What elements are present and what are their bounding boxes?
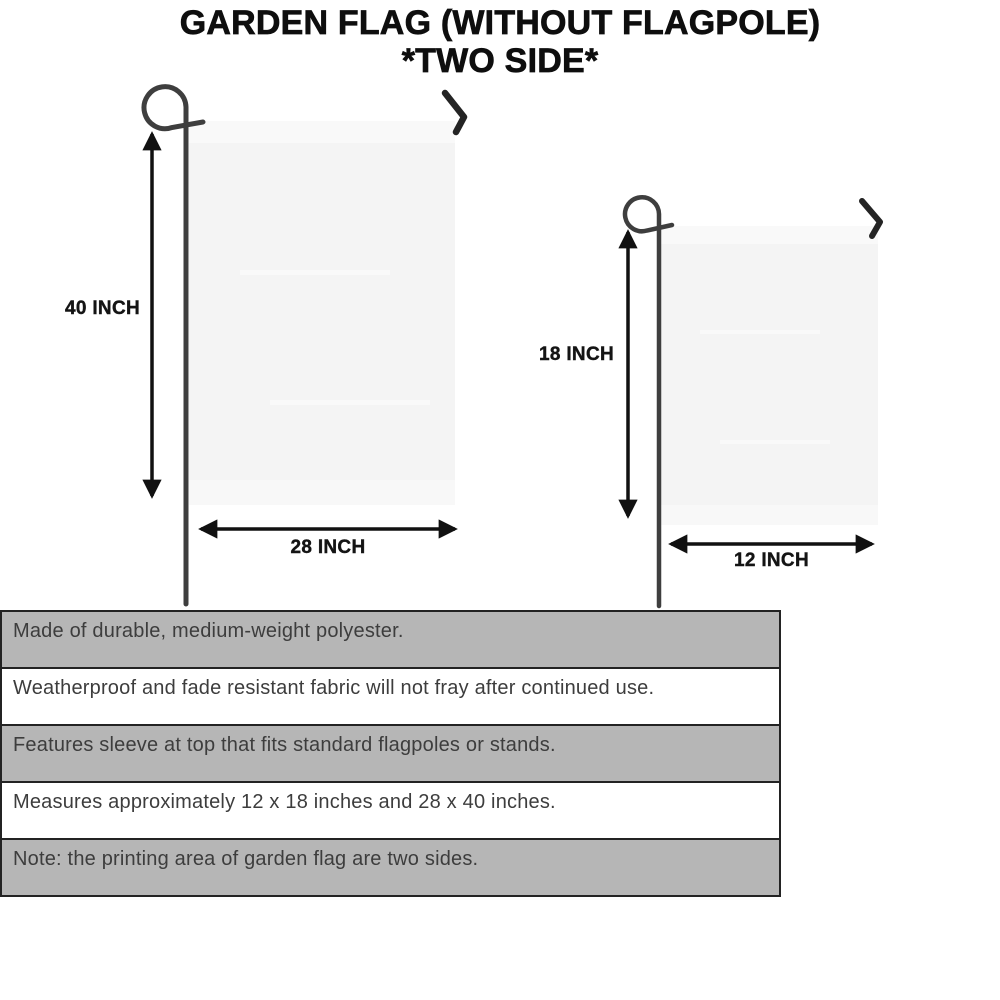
page-title: GARDEN FLAG (WITHOUT FLAGPOLE) [179,4,821,42]
feature-row-note: Note: the printing area of garden flag are two sides. [0,838,781,897]
small-flag-sleeve [661,226,878,244]
fabric-crease [240,270,390,275]
small-flag-hem [661,505,878,525]
small-flag [625,197,880,606]
feature-list [0,610,781,897]
large-flag-panel [189,121,455,505]
small-flag-panel [661,226,878,525]
large-flag [144,87,464,604]
feature-row-weatherproof: Weatherproof and fade resistant fabric will not fray after continued use. [0,667,781,726]
feature-row-sleeve: Features sleeve at top that fits standard flagpoles or stands. [0,724,781,783]
fabric-crease [700,330,820,334]
feature-row-measures: Measures approximately 12 x 18 inches and 28 x 40 inches. [0,781,781,840]
fabric-crease [720,440,830,444]
feature-row-material: Made of durable, medium-weight polyester. [0,610,781,669]
height-label-small: 18 INCH [539,344,614,365]
fabric-crease [270,400,430,405]
large-flag-hem [189,480,455,505]
page-subtitle: *TWO SIDE* [401,42,599,80]
width-label-large: 28 INCH [290,537,366,558]
large-flag-sleeve [189,121,455,143]
width-label-small: 12 INCH [734,550,809,571]
height-label-large: 40 INCH [65,298,140,319]
